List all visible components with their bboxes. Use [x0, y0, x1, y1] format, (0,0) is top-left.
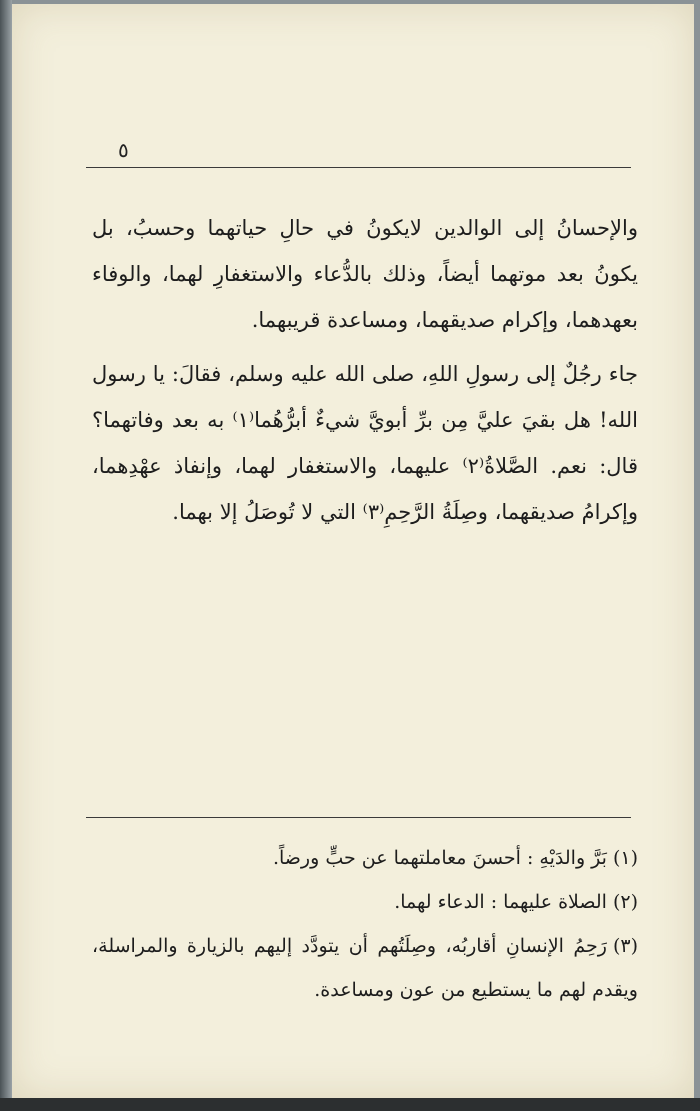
footnote-number: (٣) [612, 935, 638, 957]
footnote-text: رَحِمُ الإنسانِ أقاربُه، وصِلَتُهم أن يتودَّد إليهم بالزيارة والمراسلة، ويقدم لهم ما يستطيع من عون ومساعدة. [92, 935, 638, 1001]
header-rule [86, 167, 631, 168]
footnote-rule [86, 817, 631, 818]
footnote-text: بَرَّ والدَيْهِ : أحسنَ معاملتهما عن حبٍّ ورضاً. [272, 847, 607, 869]
footnote-number: (٢) [612, 891, 638, 913]
footnotes [92, 836, 638, 1012]
page-number: ٥ [118, 138, 129, 162]
paragraph: والإحسانُ إلى الوالدين لايكونُ في حالِ حياتهما وحسبُ، بل يكونُ بعد موتهما أيضاً، وذلك بالدُّعاء والاستغفارِ لهما، والوفاء بعهدهما، وإكرام صديقهما، ومساعدة قريبهما. [92, 216, 638, 332]
paragraph: جاء رجُلٌ إلى رسولِ اللهِ، صلى الله عليه وسلم، فقالَ: يا رسول الله! هل بقيَ عليَّ مِن برِّ أبويَّ شيءٌ أبرُّهُما⁽١⁾ به بعد وفاتهما؟ قال: نعم. الصَّلاةُ⁽٢⁾ عليهما، والاستغفار لهما، وإنفاذ عهْدِهما، وإكرامُ صديقهما، وصِلَةُ الرَّحِمِ⁽٣⁾ التي لا تُوصَلُ إلا بهما. [92, 362, 638, 524]
footnote-number: (١) [612, 847, 638, 869]
footnote [92, 836, 638, 880]
footnote [92, 924, 638, 1012]
main-text [92, 205, 638, 535]
book-spine-edge [0, 0, 12, 1111]
page-bottom-edge [0, 1098, 700, 1111]
footnote [92, 880, 638, 924]
footnote-text: الصلاة عليهما : الدعاء لهما. [394, 891, 607, 913]
